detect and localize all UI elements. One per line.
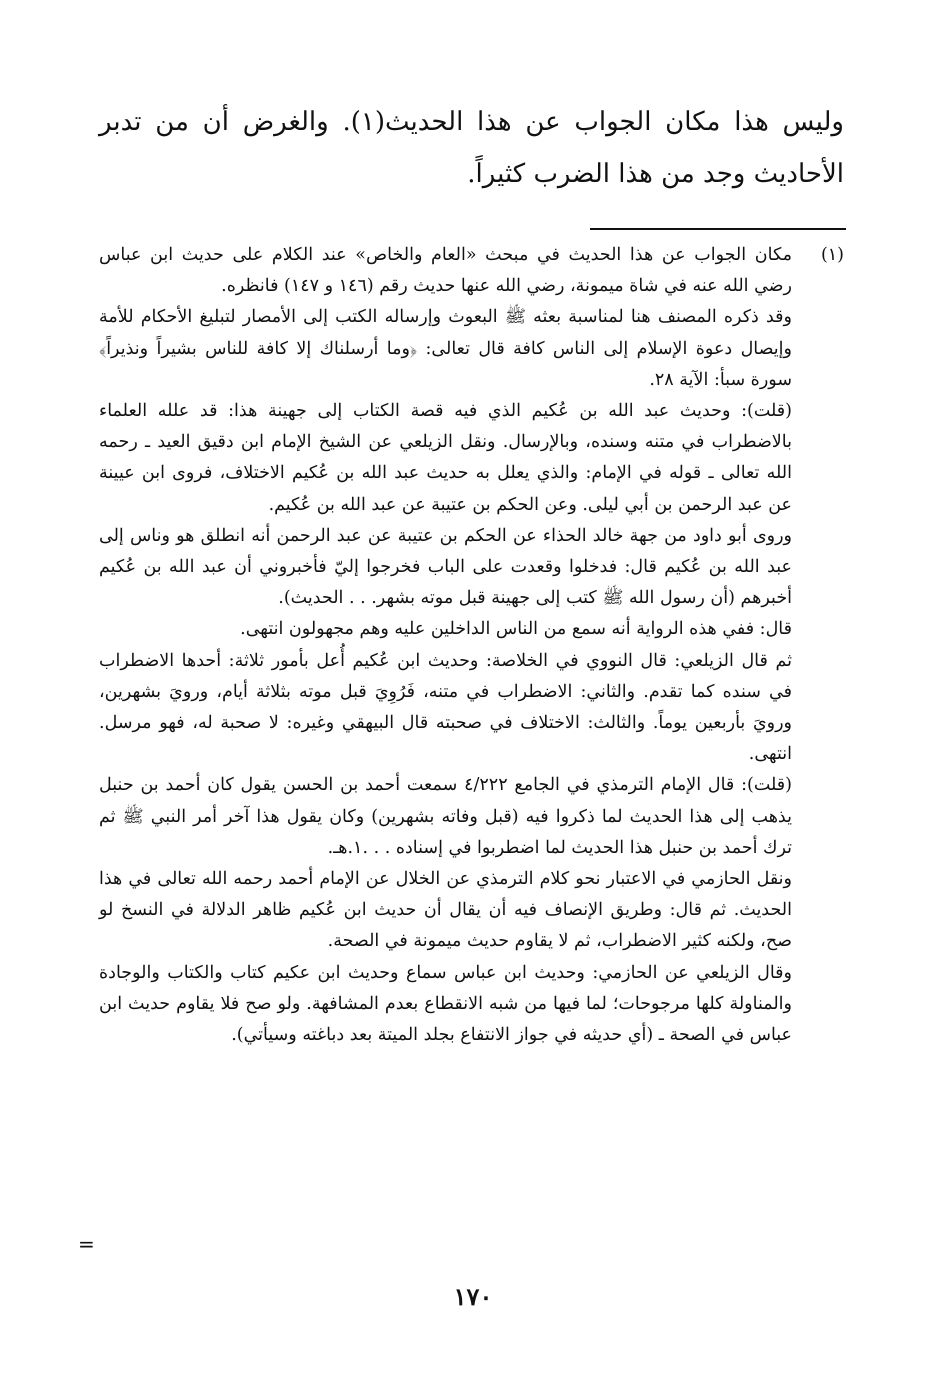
footnote-paragraph: (قلت): قال الإمام الترمذي في الجامع ٤/٢٢٢ سمعت أحمد بن الحسن يقول كان أحمد بن حنبل يذهب إلى هذا الحديث لما ذكروا فيه (قبل وفاته بشهرين) وكان يقول هذا آخر أمر النبي ﷺ ثم ترك أحمد بن حنبل هذا الحديث لما اضطربوا في إسناده . . .١.هـ. xyxy=(99,775,792,858)
footnote-marker: (١) xyxy=(820,245,844,265)
footnote-paragraph: ونقل الحازمي في الاعتبار نحو كلام الترمذي عن الخلال عن الإمام أحمد رحمه الله تعالى في هذا الحديث. ثم قال: وطريق الإنصاف فيه أن يقال أن حديث ابن عُكيم ظاهر الدلالة في النسخ لو صح، ولكنه كثير الاضطراب، ثم لا يقاوم حديث ميمونة في الصحة. xyxy=(99,869,792,952)
page-number: ١٧٠ xyxy=(453,1282,493,1311)
footnote-first-entry xyxy=(99,240,844,302)
main-paragraph: وليس هذا مكان الجواب عن هذا الحديث(١). والغرض أن من تدبر الأحاديث وجد من هذا الضرب كثيراً. xyxy=(99,107,844,189)
footnote-paragraph: (قلت): وحديث عبد الله بن عُكيم الذي فيه قصة الكتاب إلى جهينة هذا: قد علله العلماء بالاضطراب في متنه وسنده، وبالإرسال. ونقل الزيلعي عن الشيخ الإمام ابن دقيق العيد ـ رحمه الله تعالى ـ قوله في الإمام: والذي يعلل به حديث عبد الله بن عُكيم الاختلاف، فروى ابن عيينة عن عبد الرحمن بن أبي ليلى. وعن الحكم بن عتيبة عن عبد الله بن عُكيم. xyxy=(99,401,792,515)
footnote-paragraph: مكان الجواب عن هذا الحديث في مبحث «العام والخاص» عند الكلام على حديث ابن عباس رضي الله عنه في شاة ميمونة، رضي الله عنها حديث رقم (١٤٦ و ١٤٧) فانظره. xyxy=(99,245,792,297)
footnote-separator xyxy=(590,228,846,230)
footnote-paragraph: قال: ففي هذه الرواية أنه سمع من الناس الداخلين عليه وهم مجهولون انتهى. xyxy=(240,619,792,640)
footnote-paragraph: وقد ذكره المصنف هنا لمناسبة بعثه ﷺ البعوث وإرساله الكتب إلى الأمصار لتبليغ الأحكام للأمة وإيصال دعوة الإسلام إلى الناس كافة قال تعالى: ﴿وما أرسلناك إلا كافة للناس بشيراً ونذيراً﴾ سورة سبأ: الآية ٢٨. xyxy=(99,307,792,390)
footnote-continuation-mark: = xyxy=(78,1232,95,1256)
footnote-paragraph: وقال الزيلعي عن الحازمي: وحديث ابن عباس سماع وحديث ابن عكيم كتاب والكتاب والوجادة والمناولة كلها مرجوحات؛ لما فيها من شبه الانقطاع بعدم المشافهة. ولو صح فلا يقاوم حديث ابن عباس في الصحة ـ (أي حديثه في جواز الانتفاع بجلد الميتة بعد دباغته وسيأتي). xyxy=(99,962,792,1046)
main-text-block xyxy=(99,96,844,200)
footnote-block xyxy=(99,240,844,1051)
footnote-paragraph: وروى أبو داود من جهة خالد الحذاء عن الحكم بن عتيبة عن عبد الرحمن أنه انطلق هو وناس إلى عبد الله بن عُكيم قال: فدخلوا وقعدت على الباب فخرجوا إليّ فأخبروني أن عبد الله بن عُكيم أخبرهم (أن رسول الله ﷺ كتب إلى جهينة قبل موته بشهر. . . الحديث). xyxy=(99,525,792,609)
footnote-paragraph: ثم قال الزيلعي: قال النووي في الخلاصة: وحديث ابن عُكيم أُعل بأمور ثلاثة: أحدها الاضطراب في سنده كما تقدم. والثاني: الاضطراب في متنه، فَرُوِيَ قبل موته بثلاثة أيام، ورويَ بشهرين، ورويَ بأربعين يوماً. والثالث: الاختلاف في صحبته قال البيهقي وغيره: لا صحبة له، فهو مرسل. انتهى. xyxy=(99,650,792,765)
